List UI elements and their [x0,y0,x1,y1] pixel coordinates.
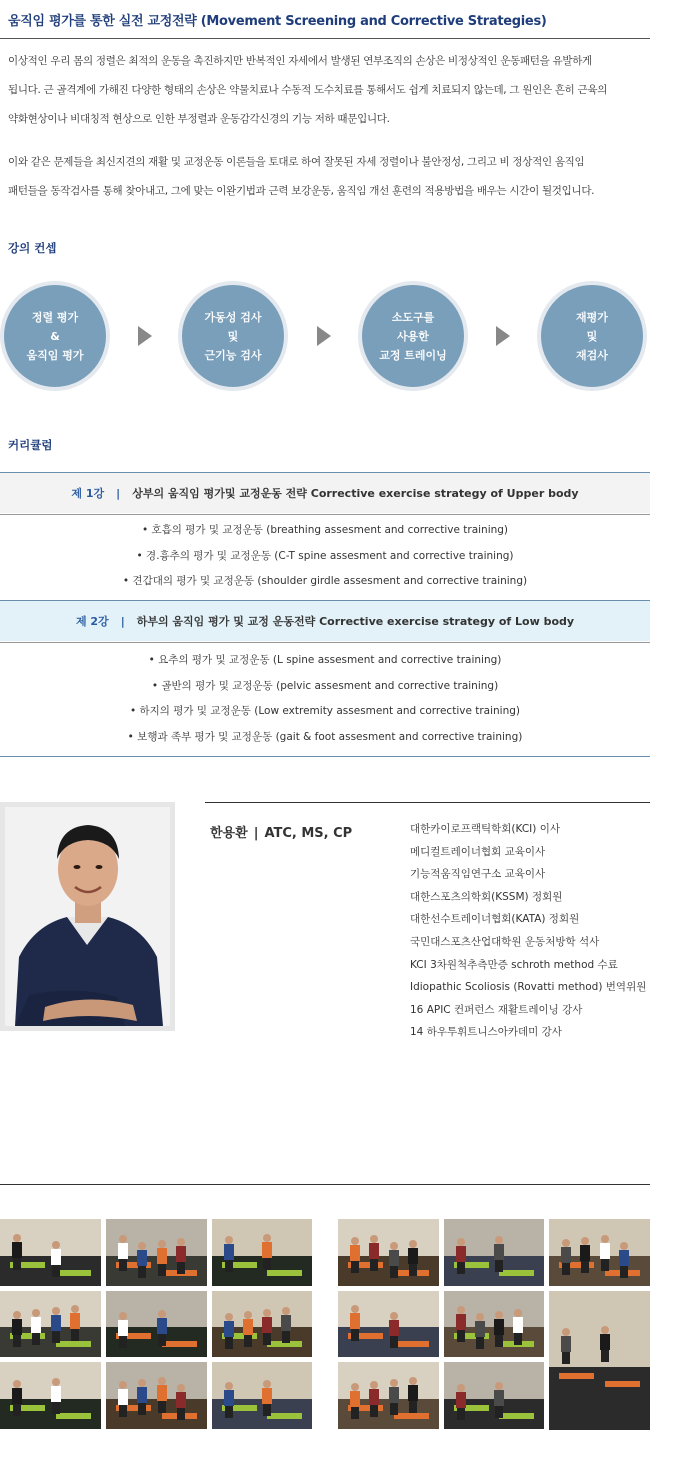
gallery-photo [549,1219,650,1286]
credential-item: 대한선수트레이너협회(KATA) 정회원 [410,913,580,926]
concept-step-line: 근기능 검사 [204,348,262,362]
gallery-divider [0,1184,650,1185]
gallery-photo [0,1291,101,1357]
gallery-photo [0,1219,101,1286]
concept-step-3 [358,281,468,391]
gallery-photo [212,1219,312,1286]
lesson-divider [0,642,650,643]
lesson-title: 상부의 움직임 평가및 교정운동 전략 Corrective exercise strategy of Upper body [132,487,579,500]
intro-paragraph-2 [8,148,653,206]
gallery-photo [338,1219,439,1286]
instructor-divider [205,802,650,803]
credential-item: 대한스포츠의학회(KSSM) 정회원 [410,890,563,903]
concept-heading: 강의 컨셉 [8,241,57,255]
instructor-credentials [410,818,646,1044]
concept-step-4 [537,281,647,391]
lesson-divider [0,514,650,515]
page-title: 움직임 평가를 통한 실전 교정전략 (Movement Screening and Corrective Strategies) [8,14,547,29]
lesson-number: 제 2강 [75,615,109,628]
photo-gallery [0,1219,650,1429]
credential-item: 메디컬트레이너협회 교육이사 [410,845,546,858]
concept-step-line: 움직임 평가 [26,348,84,362]
arrow-right-icon [138,326,152,346]
gallery-photo [106,1291,207,1357]
gallery-photo [106,1362,207,1429]
lesson-separator: | [120,614,125,628]
concept-step-line: 소도구를 [391,310,435,324]
credential-item: 14 하우투휘트니스아카데미 강사 [410,1026,562,1039]
lesson-1-header [0,473,650,513]
gallery-photo [338,1291,439,1357]
lesson-2-items [0,648,650,750]
list-item: • 골반의 평가 및 교정운동 (pelvic assesment and corrective training) [151,679,499,692]
lesson-2-header [0,601,650,641]
credential-item: 기능적움직임연구소 교육이사 [410,868,546,881]
credential-item: 대한카이로프랙틱학회(KCI) 이사 [410,823,560,835]
gallery-photo [0,1362,101,1429]
concept-step-line: 교정 트레이닝 [379,348,447,362]
list-item: • 호흡의 평가 및 교정운동 (breathing assesment and corrective training) [141,524,509,536]
credential-item: 국민대스포츠산업대학원 운동처방학 석사 [410,935,600,948]
lesson-separator: | [116,486,121,500]
title-divider [0,38,650,39]
gallery-photo [212,1291,312,1357]
intro-paragraph-1 [8,47,653,134]
concept-step-line: 가동성 검사 [204,310,262,324]
list-item: • 경.흉추의 평가 및 교정운동 (C-T spine assesment and corrective training) [136,549,514,562]
lesson-number: 제 1강 [71,487,105,500]
list-item: • 요추의 평가 및 교정운동 (L spine assesment and corrective training) [148,654,502,666]
instructor-name [210,822,352,841]
arrow-right-icon [496,326,510,346]
curriculum-heading: 커리큘럼 [8,438,53,452]
gallery-photo [338,1362,439,1429]
list-item: • 하지의 평가 및 교정운동 (Low extremity assesment and corrective training) [129,705,521,717]
intro-line: 이상적인 우리 몸의 정렬은 최적의 운동을 촉진하지만 반복적인 자세에서 발생된 연부조직의 손상은 비정상적인 운동패턴을 유발하게 [8,55,592,67]
instructor-photo [0,802,175,1031]
intro-line: 패턴들을 동작검사를 통해 찾아내고, 그에 맞는 이완기법과 근력 보강운동, 움직임 개선 훈련의 적용방법을 배우는 시간이 될것입니다. [8,185,595,197]
concept-step-line: & [50,329,60,343]
intro-line: 약화현상이나 비대칭적 현상으로 인한 부정렬과 운동감각신경의 기능 저하 때문입니다. [8,113,390,125]
gallery-photo [212,1362,312,1429]
concept-step-line: 정렬 평가 [31,310,79,324]
lesson-divider [0,756,650,757]
gallery-photo [549,1291,650,1430]
list-item: • 견갑대의 평가 및 교정운동 (shoulder girdle assesment and corrective training) [122,575,528,587]
gallery-photo [444,1219,544,1286]
lesson-title: 하부의 움직임 평가 및 교정 운동전략 Corrective exercise strategy of Low body [136,615,575,628]
gallery-photo [106,1219,207,1286]
concept-step-line: 재평가 [576,310,608,324]
concept-step-1 [0,281,110,391]
gallery-photo [444,1362,544,1429]
concept-flow [0,281,650,393]
list-item: • 보행과 족부 평가 및 교정운동 (gait & foot assesment and corrective training) [127,730,523,743]
intro-line: 이와 같은 문제들을 최신지견의 재활 및 교정운동 이론들을 토대로 하여 잘못된 자세 정렬이나 불안정성, 그리고 비 정상적인 움직임 [8,156,585,168]
instructor-title: ATC, MS, CP [264,826,353,841]
lesson-1-items [0,518,650,595]
concept-step-line: 및 [586,329,598,343]
credential-item: 16 APIC 컨퍼런스 재활트레이닝 강사 [410,1003,583,1016]
instructor-name-text: 한용환 [210,826,248,841]
instructor-separator: | [253,826,259,841]
instructor-portrait-image [5,807,170,1026]
concept-step-line: 재검사 [576,348,608,362]
intro-line: 됩니다. 근 골격계에 가해진 다양한 형태의 손상은 약물치료나 수동적 도수치료를 통해서도 쉽게 치료되지 않는데, 그 원인은 흔히 근육의 [8,84,608,96]
concept-step-2 [178,281,288,391]
concept-step-line: 및 [227,329,239,343]
arrow-right-icon [317,326,331,346]
credential-item: KCI 3차원척추측만증 schroth method 수료 [410,958,618,971]
credential-item: Idiopathic Scoliosis (Rovatti method) 번역위원 [410,981,647,994]
concept-step-line: 사용한 [397,329,429,343]
gallery-photo [444,1291,544,1357]
